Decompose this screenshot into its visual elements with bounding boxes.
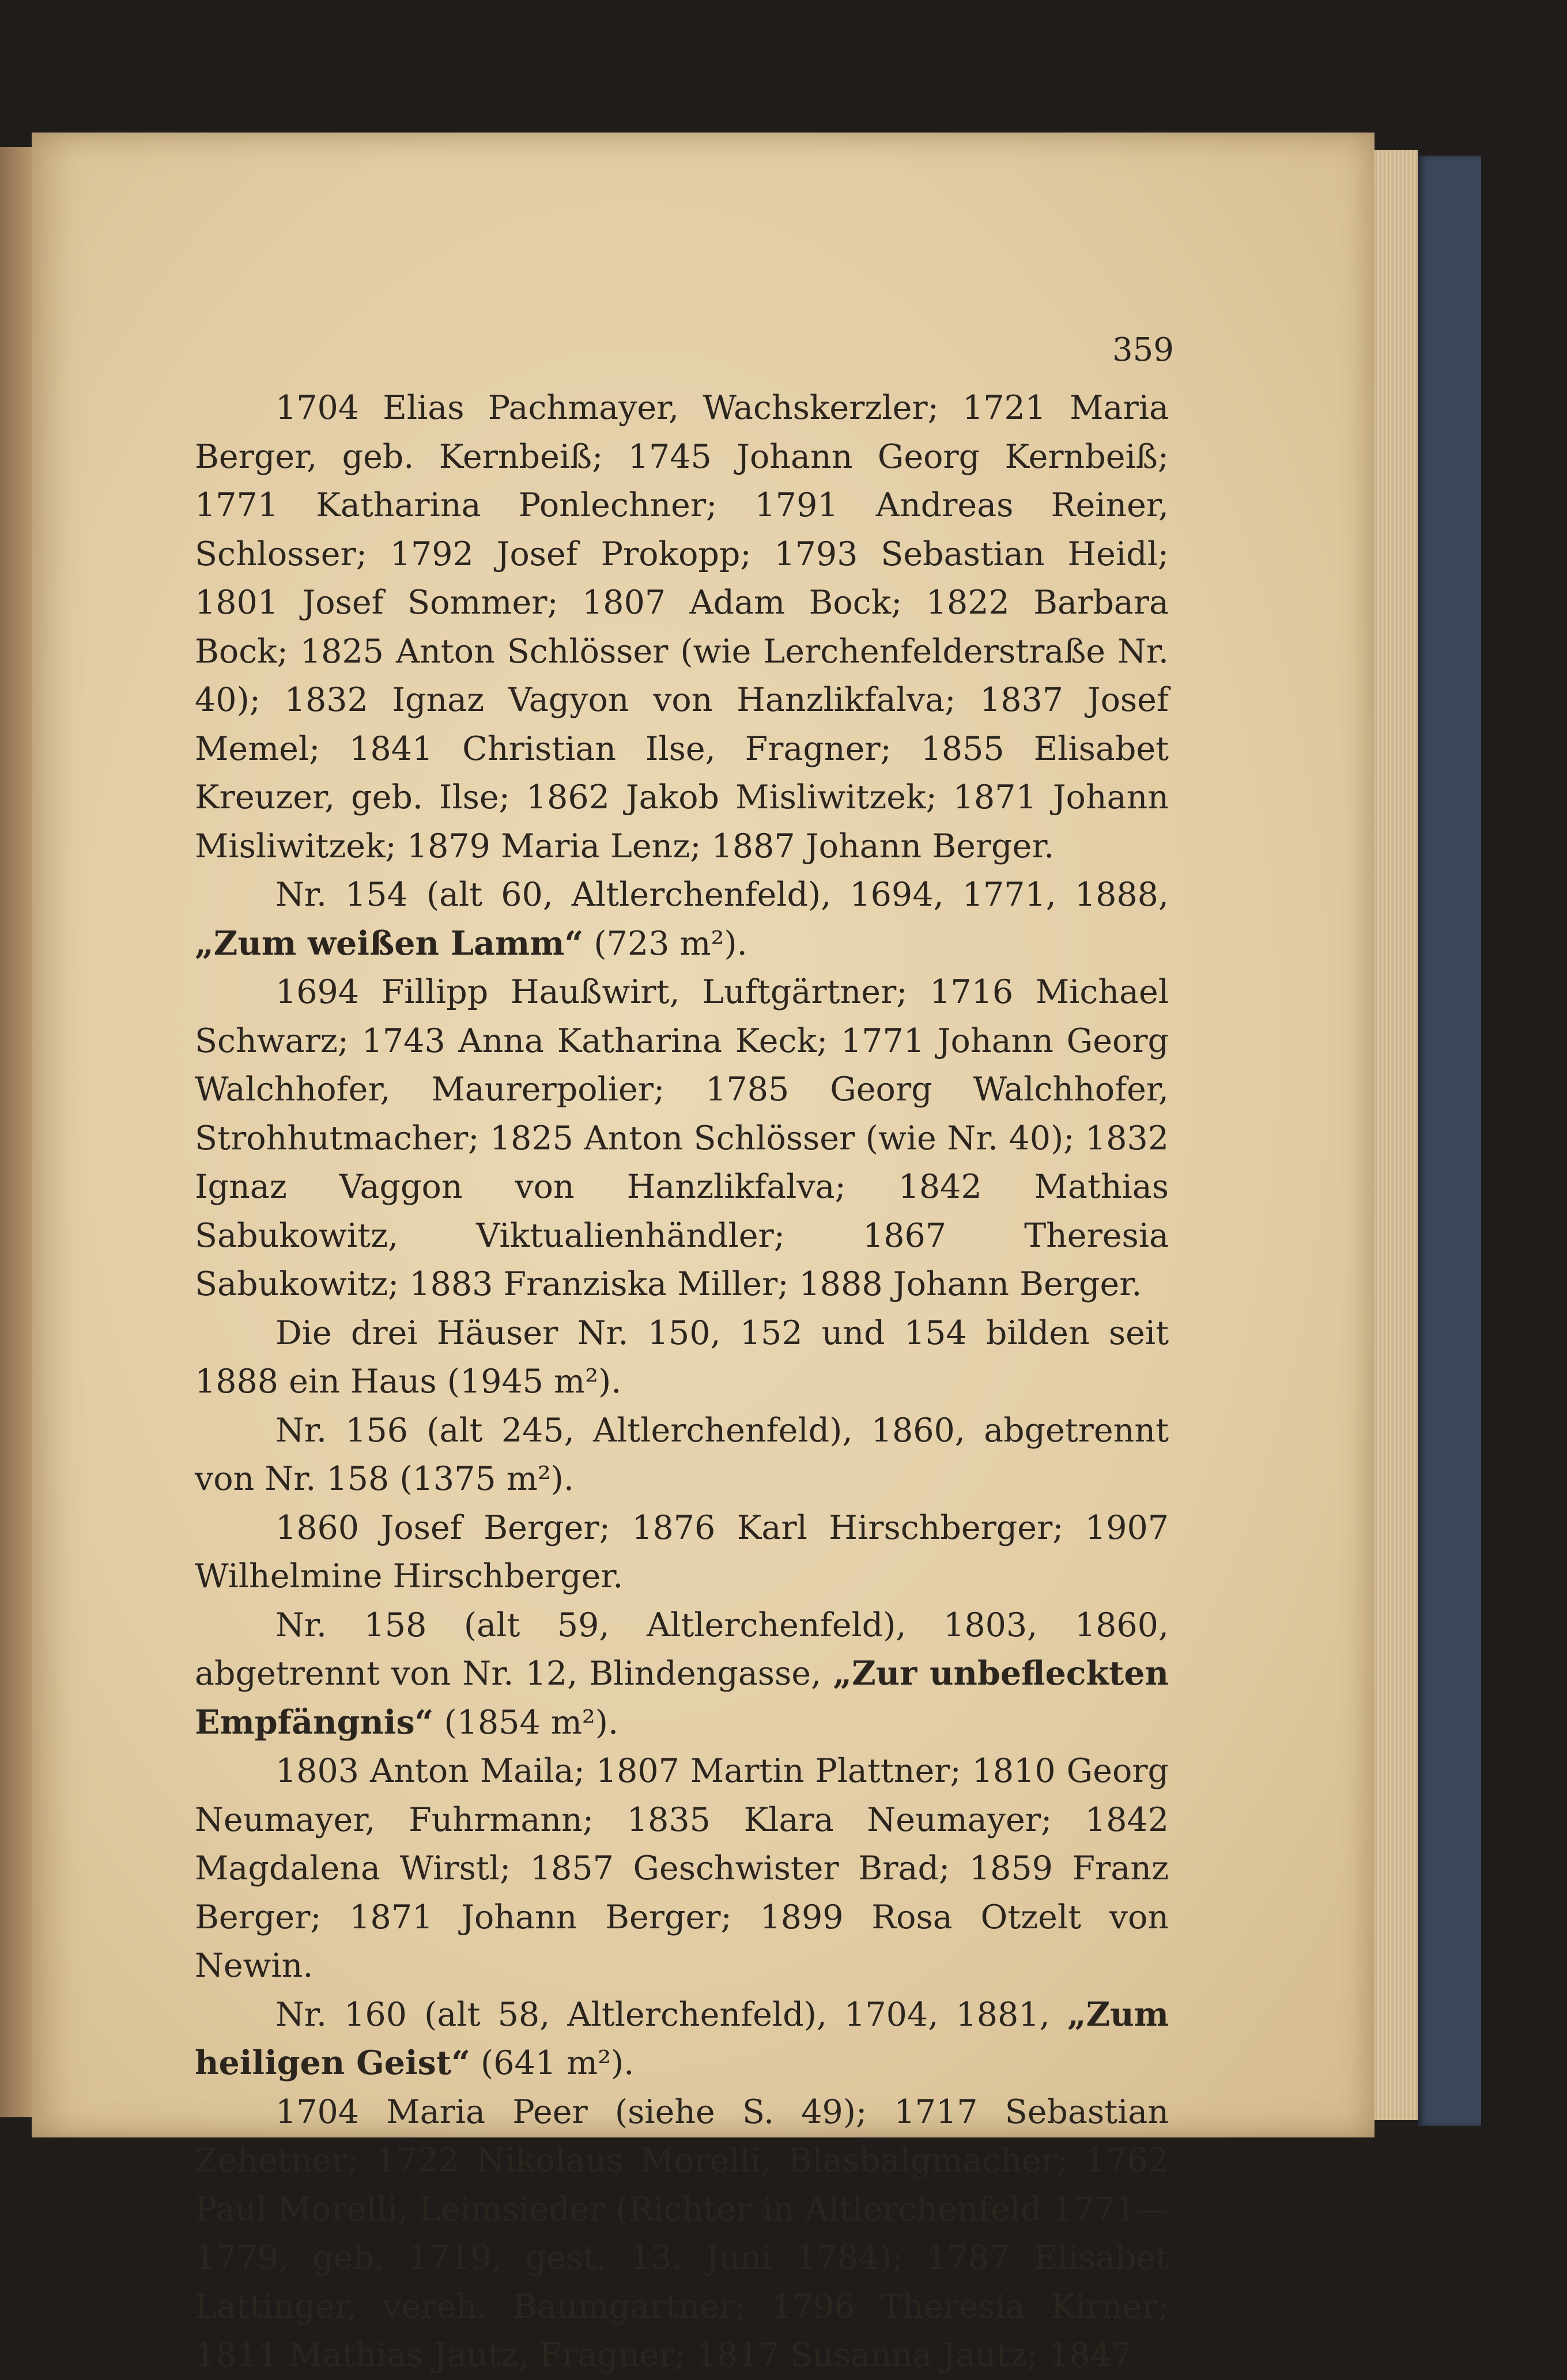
page-stack-edges — [1375, 150, 1418, 2120]
paragraph — [195, 1991, 1169, 2088]
house-name: „Zur unbefleckten Empfängnis“ — [195, 1654, 1169, 1742]
text-segment: 1860 Josef Berger; 1876 Karl Hirschberger; 1907 Wilhelmine Hirschberger. — [195, 1508, 1169, 1595]
paragraph — [195, 871, 1169, 968]
text-segment: 1803 Anton Maila; 1807 Martin Plattner; 1810 Georg Neumayer, Fuhrmann; 1835 Klara Neumayer; 1842 Magdalena Wirstl; 1857 Geschwister Brad; 1859 Franz Berger; 1871 Johann Berger; 1899 Rosa Otzelt von Newin. — [195, 1752, 1169, 1985]
paragraph — [195, 1504, 1169, 1601]
paragraph — [195, 2088, 1169, 2380]
text-segment: 1704 Maria Peer (siehe S. 49); 1717 Sebastian Zehetner; 1722 Nikolaus Morelli, Blasbalgmacher; 1762 Paul Morelli, Leimsieder (Richter in Altlerchenfeld 1771—1779, geb. 1719, gest. 13. Juni 1784); 1787 Elisabet Lattinger, vereh. Baumgartner; 1796 Theresia Kirner; 1811 Mathias Jautz, Fragner; 1817 Susanna Jautz; 1847 — [195, 2093, 1169, 2374]
facing-page-edge — [0, 147, 32, 2117]
text-segment: 1694 Fillipp Haußwirt, Luftgärtner; 1716 Michael Schwarz; 1743 Anna Katharina Keck; 1771 Johann Georg Walchhofer, Maurerpolier; 1785 Georg Walchhofer, Strohhutmacher; 1825 Anton Schlösser (wie Nr. 40); 1832 Ignaz Vaggon von Hanzlikfalva; 1842 Mathias Sabukowitz, Viktualienhändler; 1867 Theresia Sabukowitz; 1883 Franziska Miller; 1888 Johann Berger. — [195, 973, 1169, 1303]
body-text — [195, 384, 1169, 2380]
paragraph — [195, 1309, 1169, 1406]
house-name: „Zum heiligen Geist“ — [195, 1995, 1169, 2082]
text-segment: (1854 m²). — [433, 1703, 619, 1742]
text-segment: Nr. 158 (alt 59, Altlerchenfeld), 1803, 1860, abgetrennt von Nr. 12, Blindengasse, — [195, 1606, 1169, 1693]
paragraph — [195, 968, 1169, 1309]
page-number: 359 — [1112, 331, 1174, 369]
text-segment: (641 m²). — [470, 2044, 635, 2082]
paragraph — [195, 1747, 1169, 1991]
text-segment: Nr. 160 (alt 58, Altlerchenfeld), 1704, 1881, — [275, 1995, 1067, 2034]
house-name: „Zum weißen Lamm“ — [195, 924, 584, 963]
text-segment: (723 m²). — [583, 924, 747, 963]
text-segment: 1704 Elias Pachmayer, Wachskerzler; 1721 Maria Berger, geb. Kernbeiß; 1745 Johann Georg Kernbeiß; 1771 Katharina Ponlechner; 1791 Andreas Reiner, Schlosser; 1792 Josef Prokopp; 1793 Sebastian Heidl; 1801 Josef Sommer; 1807 Adam Bock; 1822 Barbara Bock; 1825 Anton Schlösser (wie Lerchenfelderstraße Nr. 40); 1832 Ignaz Vagyon von Hanzlikfalva; 1837 Josef Memel; 1841 Christian Ilse, Fragner; 1855 Elisabet Kreuzer, geb. Ilse; 1862 Jakob Misliwitzek; 1871 Johann Misliwitzek; 1879 Maria Lenz; 1887 Johann Berger. — [195, 389, 1169, 865]
text-segment: Nr. 154 (alt 60, Altlerchenfeld), 1694, 1771, 1888, — [275, 876, 1169, 914]
book-cover — [1418, 156, 1481, 2126]
text-segment: Die drei Häuser Nr. 150, 152 und 154 bilden seit 1888 ein Haus (1945 m²). — [195, 1314, 1169, 1401]
text-segment: Nr. 156 (alt 245, Altlerchenfeld), 1860, abgetrennt von Nr. 158 (1375 m²). — [195, 1411, 1169, 1498]
paragraph — [195, 1601, 1169, 1747]
paragraph — [195, 1406, 1169, 1504]
paragraph — [195, 384, 1169, 871]
